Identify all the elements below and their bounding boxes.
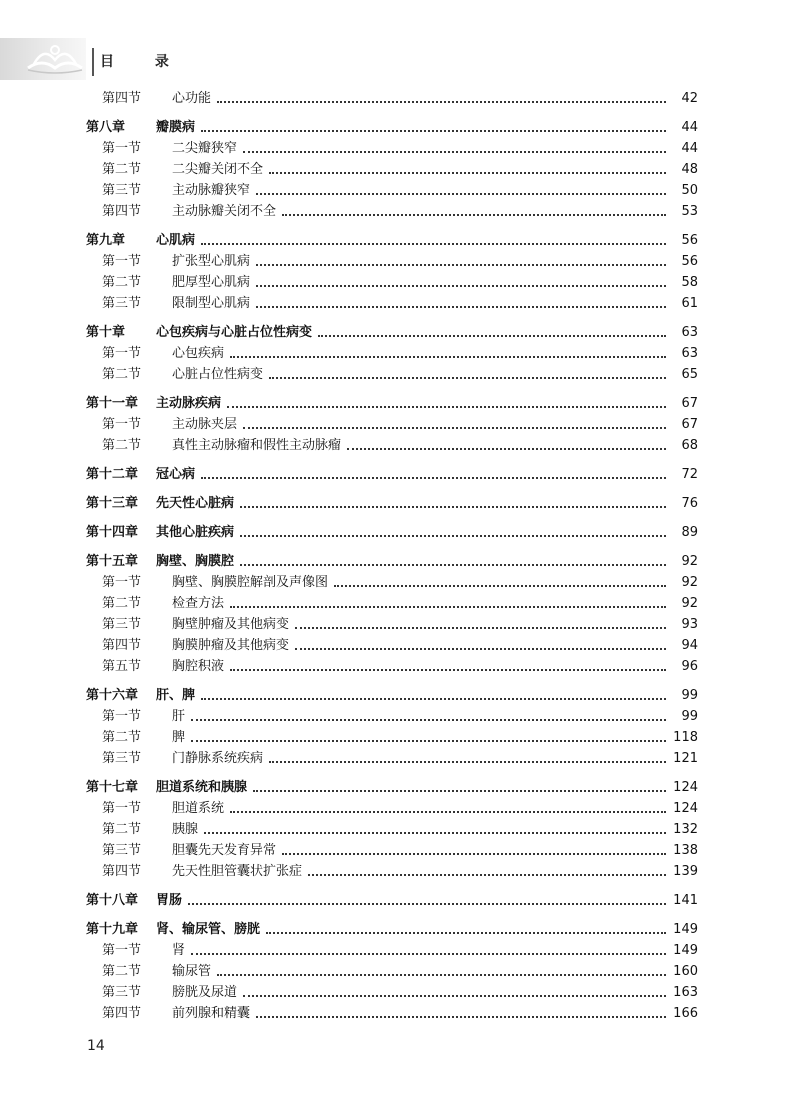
toc-entry-number: 第一节 xyxy=(102,417,142,432)
toc-entry-title: 胸壁、胸膜腔 xyxy=(156,554,235,569)
toc-entry-title: 心包疾病与心脏占位性病变 xyxy=(156,325,313,340)
toc-section-entry xyxy=(86,819,698,840)
toc-entry-page: 68 xyxy=(681,438,698,453)
toc-entry-page: 93 xyxy=(681,617,698,632)
toc-section-entry xyxy=(86,272,698,293)
toc-entry-number: 第二节 xyxy=(102,438,142,453)
toc-entry-number: 第二节 xyxy=(102,367,142,382)
toc-entry-title: 胸壁、胸膜腔解剖及声像图 xyxy=(172,575,329,590)
toc-entry-title: 冠心病 xyxy=(156,467,196,482)
toc-dot-leader xyxy=(240,564,666,566)
toc-entry-number: 第一节 xyxy=(102,943,142,958)
toc-entry-title: 胆囊先天发育异常 xyxy=(172,843,277,858)
toc-entry-number: 第三节 xyxy=(102,183,142,198)
toc-entry-page: 124 xyxy=(673,801,698,816)
toc-entry-page: 56 xyxy=(681,233,698,248)
toc-section-entry xyxy=(86,251,698,272)
toc-dot-leader xyxy=(243,151,666,153)
toc-entry-number: 第五节 xyxy=(102,659,142,674)
toc-section-entry xyxy=(86,593,698,614)
toc-chapter-entry xyxy=(86,890,698,911)
toc-dot-leader xyxy=(204,832,666,834)
book-logo-icon xyxy=(24,40,86,74)
toc-dot-leader xyxy=(269,377,666,379)
toc-section-entry xyxy=(86,861,698,882)
toc-entry-number: 第八章 xyxy=(86,120,126,135)
page-number: 14 xyxy=(87,1038,105,1054)
toc-dot-leader xyxy=(188,903,666,905)
toc-chapter-entry xyxy=(86,522,698,543)
toc-entry-title: 心肌病 xyxy=(156,233,196,248)
toc-dot-leader xyxy=(227,406,666,408)
toc-entry-title: 膀胱及尿道 xyxy=(172,985,238,1000)
table-of-contents xyxy=(86,88,698,1024)
toc-entry-page: 65 xyxy=(681,367,698,382)
toc-entry-title: 二尖瓣狭窄 xyxy=(172,141,238,156)
toc-entry-title: 检查方法 xyxy=(172,596,225,611)
page-header-title: 目 录 xyxy=(100,54,187,70)
toc-entry-page: 138 xyxy=(673,843,698,858)
toc-chapter-entry xyxy=(86,919,698,940)
header-divider xyxy=(92,48,94,76)
toc-entry-page: 99 xyxy=(681,709,698,724)
toc-dot-leader xyxy=(240,535,666,537)
toc-dot-leader xyxy=(201,698,666,700)
toc-entry-page: 44 xyxy=(681,141,698,156)
toc-entry-page: 124 xyxy=(673,780,698,795)
toc-dot-leader xyxy=(240,506,666,508)
toc-entry-title: 脾 xyxy=(172,730,186,745)
toc-entry-page: 92 xyxy=(681,575,698,590)
toc-section-entry xyxy=(86,798,698,819)
toc-entry-page: 99 xyxy=(681,688,698,703)
toc-entry-number: 第三节 xyxy=(102,617,142,632)
toc-entry-number: 第四节 xyxy=(102,1006,142,1021)
toc-entry-page: 94 xyxy=(681,638,698,653)
toc-entry-page: 58 xyxy=(681,275,698,290)
toc-entry-page: 160 xyxy=(673,964,698,979)
toc-entry-page: 118 xyxy=(673,730,698,745)
toc-dot-leader xyxy=(201,130,666,132)
toc-entry-number: 第九章 xyxy=(86,233,126,248)
toc-section-entry xyxy=(86,435,698,456)
toc-chapter-entry xyxy=(86,551,698,572)
toc-chapter-entry xyxy=(86,777,698,798)
toc-entry-title: 肾、输尿管、膀胱 xyxy=(156,922,261,937)
toc-entry-title: 胆道系统 xyxy=(172,801,225,816)
toc-dot-leader xyxy=(295,627,666,629)
toc-dot-leader xyxy=(243,995,666,997)
toc-entry-number: 第四节 xyxy=(102,864,142,879)
toc-entry-title: 扩张型心肌病 xyxy=(172,254,251,269)
toc-entry-number: 第二节 xyxy=(102,162,142,177)
toc-entry-title: 前列腺和精囊 xyxy=(172,1006,251,1021)
toc-entry-page: 141 xyxy=(673,893,698,908)
toc-entry-page: 42 xyxy=(681,91,698,106)
toc-section-entry xyxy=(86,982,698,1003)
toc-entry-page: 44 xyxy=(681,120,698,135)
toc-dot-leader xyxy=(230,811,666,813)
toc-section-entry xyxy=(86,656,698,677)
toc-chapter-entry xyxy=(86,493,698,514)
toc-entry-title: 限制型心肌病 xyxy=(172,296,251,311)
toc-entry-page: 139 xyxy=(673,864,698,879)
toc-section-entry xyxy=(86,635,698,656)
toc-section-entry xyxy=(86,614,698,635)
toc-entry-page: 61 xyxy=(681,296,698,311)
toc-entry-title: 先天性心脏病 xyxy=(156,496,235,511)
toc-entry-page: 149 xyxy=(673,943,698,958)
toc-entry-title: 门静脉系统疾病 xyxy=(172,751,264,766)
toc-dot-leader xyxy=(201,243,666,245)
toc-entry-title: 主动脉瓣狭窄 xyxy=(172,183,251,198)
toc-entry-title: 心脏占位性病变 xyxy=(172,367,264,382)
toc-dot-leader xyxy=(201,477,666,479)
toc-entry-title: 主动脉瓣关闭不全 xyxy=(172,204,277,219)
toc-dot-leader xyxy=(253,790,666,792)
toc-dot-leader xyxy=(256,264,666,266)
toc-entry-number: 第二节 xyxy=(102,730,142,745)
toc-chapter-entry xyxy=(86,685,698,706)
toc-entry-title: 肝、脾 xyxy=(156,688,196,703)
toc-dot-leader xyxy=(217,101,666,103)
toc-dot-leader xyxy=(230,356,666,358)
toc-entry-number: 第十六章 xyxy=(86,688,139,703)
toc-entry-number: 第一节 xyxy=(102,141,142,156)
toc-entry-page: 63 xyxy=(681,325,698,340)
toc-chapter-entry xyxy=(86,322,698,343)
toc-entry-title: 胆道系统和胰腺 xyxy=(156,780,248,795)
toc-entry-number: 第十三章 xyxy=(86,496,139,511)
toc-dot-leader xyxy=(318,335,666,337)
toc-section-entry xyxy=(86,180,698,201)
toc-dot-leader xyxy=(269,761,666,763)
toc-dot-leader xyxy=(282,853,666,855)
toc-entry-number: 第一节 xyxy=(102,801,142,816)
toc-entry-page: 132 xyxy=(673,822,698,837)
toc-chapter-entry xyxy=(86,230,698,251)
toc-entry-title: 先天性胆管囊状扩张症 xyxy=(172,864,303,879)
toc-dot-leader xyxy=(243,427,666,429)
toc-dot-leader xyxy=(256,306,666,308)
toc-dot-leader xyxy=(191,740,666,742)
toc-entry-page: 53 xyxy=(681,204,698,219)
toc-entry-title: 胸膜肿瘤及其他病变 xyxy=(172,638,290,653)
toc-entry-page: 67 xyxy=(681,396,698,411)
toc-entry-number: 第一节 xyxy=(102,709,142,724)
toc-chapter-entry xyxy=(86,393,698,414)
toc-entry-page: 121 xyxy=(673,751,698,766)
toc-entry-number: 第二节 xyxy=(102,822,142,837)
toc-section-entry xyxy=(86,572,698,593)
toc-entry-number: 第四节 xyxy=(102,638,142,653)
toc-dot-leader xyxy=(266,932,666,934)
toc-entry-title: 肥厚型心肌病 xyxy=(172,275,251,290)
toc-chapter-entry xyxy=(86,464,698,485)
toc-entry-number: 第十四章 xyxy=(86,525,139,540)
toc-entry-number: 第十九章 xyxy=(86,922,139,937)
toc-entry-page: 48 xyxy=(681,162,698,177)
toc-dot-leader xyxy=(217,974,666,976)
toc-section-entry xyxy=(86,343,698,364)
toc-section-entry xyxy=(86,840,698,861)
toc-section-entry xyxy=(86,748,698,769)
toc-section-entry xyxy=(86,961,698,982)
toc-section-entry xyxy=(86,138,698,159)
toc-entry-page: 56 xyxy=(681,254,698,269)
toc-entry-page: 76 xyxy=(681,496,698,511)
toc-dot-leader xyxy=(295,648,666,650)
toc-section-entry xyxy=(86,706,698,727)
toc-entry-number: 第三节 xyxy=(102,843,142,858)
toc-dot-leader xyxy=(308,874,666,876)
toc-dot-leader xyxy=(230,669,666,671)
toc-entry-number: 第四节 xyxy=(102,91,142,106)
toc-entry-title: 二尖瓣关闭不全 xyxy=(172,162,264,177)
toc-entry-number: 第二节 xyxy=(102,964,142,979)
toc-section-entry xyxy=(86,159,698,180)
toc-entry-number: 第十章 xyxy=(86,325,126,340)
toc-dot-leader xyxy=(256,193,666,195)
toc-entry-title: 心包疾病 xyxy=(172,346,225,361)
toc-entry-title: 胸腔积液 xyxy=(172,659,225,674)
toc-entry-title: 胸壁肿瘤及其他病变 xyxy=(172,617,290,632)
toc-section-entry xyxy=(86,1003,698,1024)
toc-entry-title: 输尿管 xyxy=(172,964,212,979)
toc-chapter-entry xyxy=(86,117,698,138)
toc-entry-number: 第三节 xyxy=(102,751,142,766)
toc-dot-leader xyxy=(256,1016,666,1018)
toc-entry-number: 第一节 xyxy=(102,254,142,269)
toc-entry-page: 96 xyxy=(681,659,698,674)
toc-entry-number: 第十七章 xyxy=(86,780,139,795)
toc-entry-number: 第十八章 xyxy=(86,893,139,908)
toc-entry-number: 第十一章 xyxy=(86,396,139,411)
toc-section-entry xyxy=(86,940,698,961)
toc-entry-title: 真性主动脉瘤和假性主动脉瘤 xyxy=(172,438,342,453)
toc-entry-title: 胰腺 xyxy=(172,822,199,837)
toc-section-entry xyxy=(86,727,698,748)
toc-dot-leader xyxy=(347,448,666,450)
toc-entry-number: 第三节 xyxy=(102,296,142,311)
toc-entry-title: 其他心脏疾病 xyxy=(156,525,235,540)
toc-dot-leader xyxy=(191,719,666,721)
toc-entry-page: 72 xyxy=(681,467,698,482)
toc-entry-page: 166 xyxy=(673,1006,698,1021)
toc-entry-page: 50 xyxy=(681,183,698,198)
toc-dot-leader xyxy=(282,214,666,216)
toc-section-entry xyxy=(86,414,698,435)
toc-entry-page: 92 xyxy=(681,596,698,611)
toc-entry-page: 89 xyxy=(681,525,698,540)
toc-entry-number: 第十二章 xyxy=(86,467,139,482)
toc-section-entry xyxy=(86,201,698,222)
toc-entry-number: 第二节 xyxy=(102,596,142,611)
toc-dot-leader xyxy=(191,953,666,955)
toc-entry-page: 163 xyxy=(673,985,698,1000)
toc-entry-title: 主动脉夹层 xyxy=(172,417,238,432)
toc-section-entry xyxy=(86,88,698,109)
toc-entry-page: 63 xyxy=(681,346,698,361)
toc-entry-title: 心功能 xyxy=(172,91,212,106)
toc-entry-title: 肾 xyxy=(172,943,186,958)
toc-section-entry xyxy=(86,293,698,314)
toc-dot-leader xyxy=(334,585,666,587)
toc-entry-title: 瓣膜病 xyxy=(156,120,196,135)
toc-entry-number: 第三节 xyxy=(102,985,142,1000)
toc-dot-leader xyxy=(269,172,666,174)
toc-entry-number: 第一节 xyxy=(102,575,142,590)
toc-entry-page: 67 xyxy=(681,417,698,432)
toc-entry-title: 胃肠 xyxy=(156,893,183,908)
toc-dot-leader xyxy=(230,606,666,608)
toc-entry-number: 第一节 xyxy=(102,346,142,361)
toc-section-entry xyxy=(86,364,698,385)
toc-entry-title: 主动脉疾病 xyxy=(156,396,222,411)
toc-entry-number: 第四节 xyxy=(102,204,142,219)
toc-entry-page: 92 xyxy=(681,554,698,569)
toc-entry-number: 第二节 xyxy=(102,275,142,290)
toc-entry-page: 149 xyxy=(673,922,698,937)
toc-dot-leader xyxy=(256,285,666,287)
toc-entry-title: 肝 xyxy=(172,709,186,724)
toc-entry-number: 第十五章 xyxy=(86,554,139,569)
